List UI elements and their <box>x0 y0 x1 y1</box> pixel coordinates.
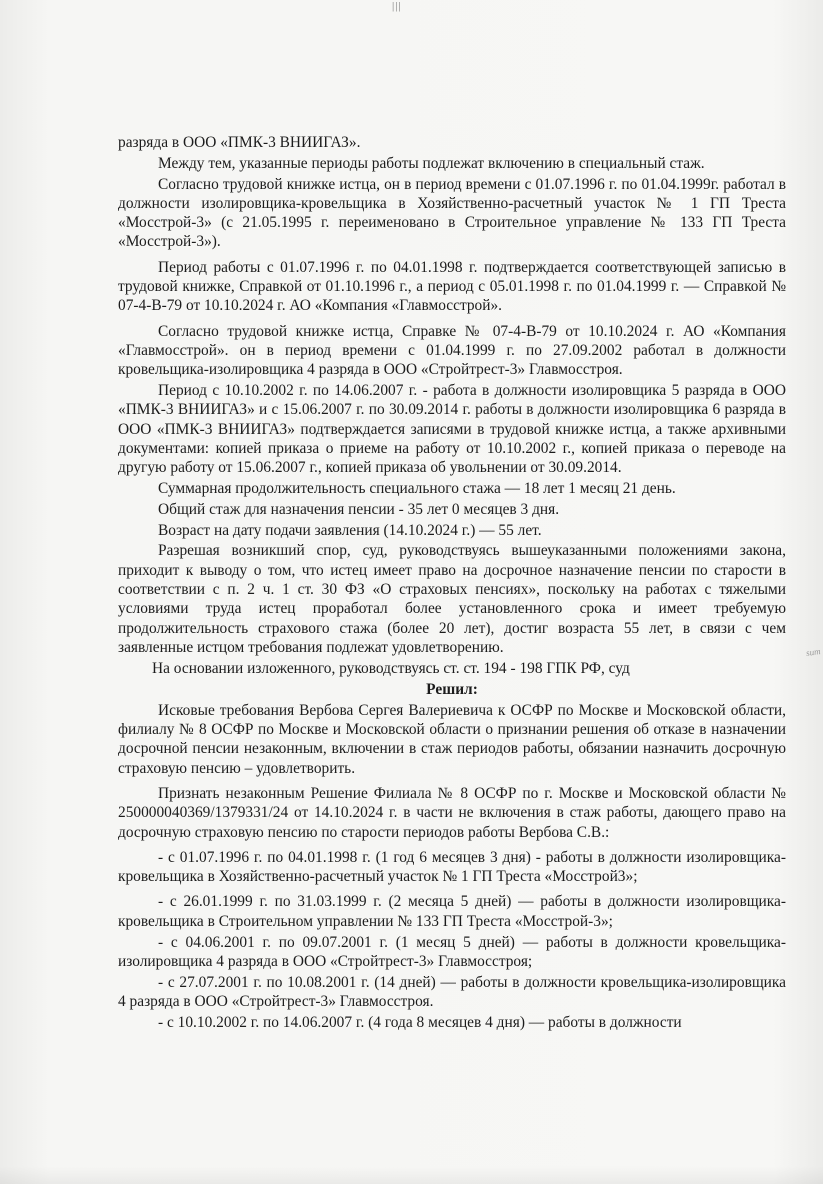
list-item: - с 27.07.2001 г. по 10.08.2001 г. (14 дней) — работы в должности кровельщика-изолировщика 4 разряда в ООО «Стройтрест-3» Главмосстроя. <box>118 973 786 1010</box>
paragraph-11: На основании изложенного, руководствуясь ст. ст. 194 - 198 ГПК РФ, суд <box>152 659 630 677</box>
paragraph-3: Согласно трудовой книжке истца, он в период времени с 01.07.1996 г. по 01.04.1999г. работал в должности изолировщика-кровельщика в Хозяйственно-расчетный участок № 1 ГП Треста «Мосстрой-3» (с 21.05.1995 г. переименовано в Строительное управление № 133 ГП Треста «Мосстрой-3»). <box>118 175 786 251</box>
list-item: - с 26.01.1999 г. по 31.03.1999 г. (2 месяца 5 дней) — работы в должности изолировщика-кровельщика в Строительном управлении № 133 ГП Треста «Мосстрой-3»; <box>118 893 786 930</box>
paragraph-7: Суммарная продолжительность специального стажа — 18 лет 1 месяц 21 день. <box>158 480 676 498</box>
paragraph-2: Между тем, указанные периоды работы подлежат включению в специальный стаж. <box>158 154 705 172</box>
paragraph-4: Период работы с 01.07.1996 г. по 04.01.1998 г. подтверждается соответствующей записью в трудовой книжке, Справкой от 01.10.1996 г., а период с 05.01.1998 г. по 01.04.1999 г. — Справкой № 07-4-В-79 от 10.10.2024 г. АО «Компания «Главмосстрой». <box>118 258 786 315</box>
document-body <box>118 133 786 1034</box>
paragraph-10: Разрешая возникший спор, суд, руководствуясь вышеуказанными положениями закона, приходит к выводу о том, что истец имеет право на досрочное назначение пенсии по старости в соответствии с п. 2 ч. 1 ст. 30 ФЗ «О страховых пенсиях», поскольку на работах с тяжелыми условиями труда истец проработал более установленного срока и имеет требуемую продолжительность страхового стажа (более 20 лет), достиг возраста 55 лет, в связи с чем заявленные истцом требования подлежат удовлетворению. <box>118 542 786 656</box>
decision-heading: Решил: <box>426 680 478 698</box>
paragraph-1: разряда в ООО «ПМК-3 ВНИИГАЗ». <box>118 134 361 151</box>
paragraph-12: Исковые требования Вербова Сергея Валериевича к ОСФР по Москве и Московской области, филиалу № 8 ОСФР по Москве и Московской области о признании решения об отказе в назначении досрочной пенсии незаконным, включении в стаж периодов работы, обязании назначить досрочную страховую пенсию – удовлетворить. <box>118 701 786 777</box>
list-item: - с 04.06.2001 г. по 09.07.2001 г. (1 месяц 5 дней) — работы в должности кровельщика-изолировщика 4 разряда в ООО «Стройтрест-3» Главмосстроя; <box>118 933 786 970</box>
paragraph-9: Возраст на дату подачи заявления (14.10.2024 г.) — 55 лет. <box>158 521 542 539</box>
list-item: - с 01.07.1996 г. по 04.01.1998 г. (1 год 6 месяцев 3 дня) - работы в должности изолировщика-кровельщика в Хозяйственно-расчетный участок № 1 ГП Треста «Мосстрой3»; <box>118 848 786 886</box>
binding-mark: ||| <box>392 0 402 12</box>
paragraph-6: Период с 10.10.2002 г. по 14.06.2007 г. - работа в должности изолировщика 5 разряда в ООО «ПМК-3 ВНИИГАЗ» и с 15.06.2007 г. по 30.09.2014 г. работы в должности изолировщика 6 разряда в ООО «ПМК-3 ВНИИГАЗ» подтверждается записями в трудовой книжке истца, а также архивными документами: копией приказа о приеме на работу от 10.10.2002 г., копией приказа о переводе на другую работу от 15.06.2007 г., копией приказа об увольнении от 30.09.2014. <box>118 382 786 477</box>
paragraph-5: Согласно трудовой книжке истца, Справке № 07-4-В-79 от 10.10.2024 г. АО «Компания «Главмосстрой». он в период времени с 01.04.1999 г. по 27.09.2002 работал в должности кровельщика-изолировщика 4 разряда в ООО «Стройтрест-3» Главмосстроя. <box>118 322 786 379</box>
paragraph-13: Признать незаконным Решение Филиала № 8 ОСФР по г. Москве и Московской области № 250000040369/1379331/24 от 14.10.2024 г. в части не включения в стаж работы, дающего право на досрочную страховую пенсию по старости периодов работы Вербова С.В.: <box>118 785 786 841</box>
list-item: - с 10.10.2002 г. по 14.06.2007 г. (4 года 8 месяцев 4 дня) — работы в должности <box>158 1013 682 1031</box>
scan-shadow <box>0 1166 823 1184</box>
paragraph-8: Общий стаж для назначения пенсии - 35 лет 0 месяцев 3 дня. <box>158 500 560 518</box>
margin-note: sum <box>805 646 822 658</box>
